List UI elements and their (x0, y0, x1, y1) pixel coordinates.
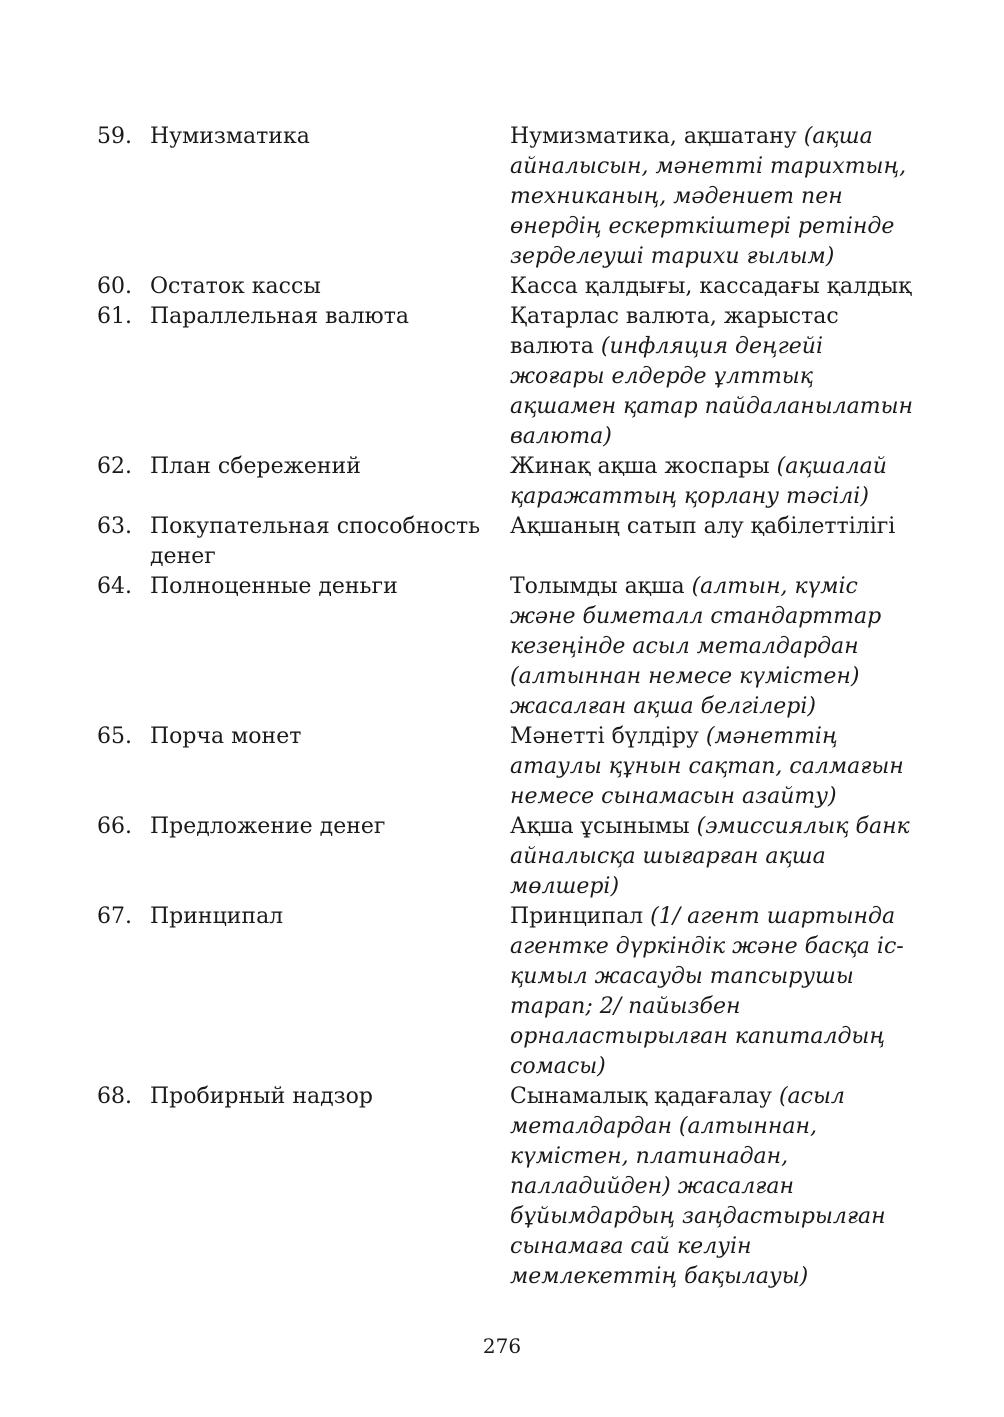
entry-term: Нумизматика (150, 124, 310, 149)
entry-term: Параллельная валюта (150, 304, 409, 329)
definition-note: (инфляция деңгейі жоғары елдерде ұлттық ақшамен қатар пайдаланылатын валюта) (510, 334, 914, 449)
entry-term: Принципал (150, 904, 284, 929)
entry-term: Предложение денег (150, 814, 386, 839)
entry-number: 61. (97, 304, 132, 329)
entry-term: Полноценные деньги (150, 574, 398, 599)
page-number: 276 (482, 1334, 522, 1358)
glossary-entry-66 (97, 812, 927, 902)
entry-term: Покупательная способность денег (150, 514, 481, 569)
glossary-entry-64 (97, 572, 927, 722)
entry-number: 64. (97, 574, 132, 599)
definition-main: Нумизматика, ақшатану (510, 124, 804, 149)
definition-note: (ақшалай қаражаттың қорлану тәсілі) (510, 454, 887, 509)
glossary-entry-62 (97, 452, 927, 512)
definition-note: (1/ агент шартында агентке дүркіндік және басқа іс-қимыл жасауды тапсырушы тарап; 2/ пайызбен орналастырылған капиталдың сомасы) (510, 904, 904, 1079)
entry-number: 59. (97, 124, 132, 149)
definition-main: Ақша ұсынымы (510, 814, 697, 839)
definition-note: (эмиссиялық банк айналысқа шығарған ақша мөлшері) (510, 814, 910, 899)
entry-definition (510, 722, 915, 812)
glossary-entry-60 (97, 272, 927, 302)
definition-note: (алтын, күміс және биметалл стандарттар кезеңінде асыл металдардан (алтыннан немесе күмістен) жасалған ақша белгілері) (510, 574, 882, 719)
entry-number: 65. (97, 724, 132, 749)
entry-definition (510, 902, 915, 1082)
entry-definition (510, 812, 915, 902)
entry-definition (510, 572, 915, 722)
definition-main: Принципал (510, 904, 651, 929)
entry-number: 68. (97, 1084, 132, 1109)
definition-main: Мәнетті бүлдіру (510, 724, 706, 749)
glossary-entry-65 (97, 722, 927, 812)
entry-number: 67. (97, 904, 132, 929)
entry-number: 60. (97, 274, 132, 299)
entry-definition (510, 272, 915, 302)
glossary-entry-63 (97, 512, 927, 572)
glossary-entry-59 (97, 122, 927, 272)
entry-term: План сбережений (150, 454, 361, 479)
entry-definition (510, 452, 915, 512)
entry-definition (510, 122, 915, 272)
entry-number: 62. (97, 454, 132, 479)
definition-note: (ақша айналысын, мәнетті тарихтың, техниканың, мәдениет пен өнердің ескерткіштері ретінде зерделеуші тарихи ғылым) (510, 124, 907, 269)
entry-number: 63. (97, 514, 132, 539)
entry-number: 66. (97, 814, 132, 839)
definition-main: Сынамалық қадағалау (510, 1084, 779, 1109)
definition-main: Ақшаның сатып алу қабілеттілігі (510, 514, 896, 539)
entry-definition (510, 1082, 915, 1292)
definition-note: (асыл металдардан (алтыннан, күмістен, платинадан, палладийден) жасалған бұйымдардың заңдастырылған сынамаға сай келуін мемлекеттің бақылауы) (510, 1084, 886, 1289)
glossary-entry-68 (97, 1082, 927, 1292)
entry-term: Пробирный надзор (150, 1084, 373, 1109)
definition-main: Толымды ақша (510, 574, 692, 599)
entry-definition (510, 512, 915, 542)
glossary-list (97, 122, 927, 1292)
definition-main: Жинақ ақша жоспары (510, 454, 777, 479)
entry-definition (510, 302, 915, 452)
definition-main: Қатарлас валюта, жарыстас валюта (510, 304, 839, 359)
glossary-entry-67 (97, 902, 927, 1082)
definition-note: (мәнеттің атаулы құнын сақтап, салмағын немесе сынамасын азайту) (510, 724, 904, 809)
definition-main: Касса қалдығы, кассадағы қалдық (510, 274, 912, 299)
entry-term: Порча монет (150, 724, 302, 749)
entry-term: Остаток кассы (150, 274, 321, 299)
glossary-entry-61 (97, 302, 927, 452)
